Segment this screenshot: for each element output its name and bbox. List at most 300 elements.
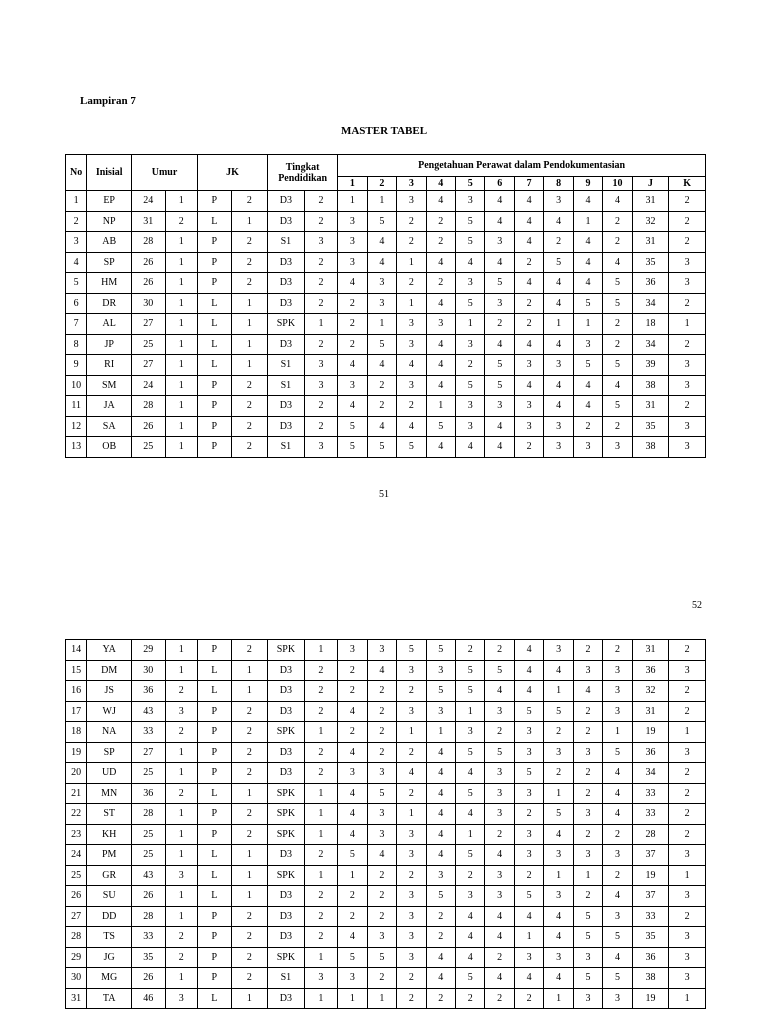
table-cell: 3 xyxy=(603,701,632,722)
table-cell: S1 xyxy=(268,968,305,989)
table-cell: D3 xyxy=(268,845,305,866)
table-cell: 2 xyxy=(165,722,198,743)
table-cell: 2 xyxy=(397,865,426,886)
header-item-11: J xyxy=(632,177,669,191)
table-cell: 3 xyxy=(397,845,426,866)
table-cell: 11 xyxy=(66,396,87,417)
table-cell: 4 xyxy=(603,763,632,784)
table-cell: 1 xyxy=(231,845,268,866)
table-cell: 4 xyxy=(338,273,367,294)
table-row xyxy=(66,865,706,886)
table-cell: 2 xyxy=(426,906,455,927)
table-cell: 36 xyxy=(632,947,669,968)
table-cell: L xyxy=(198,211,232,232)
table-cell: 3 xyxy=(544,437,573,458)
table-cell: D3 xyxy=(268,988,305,1009)
table-cell: 1 xyxy=(304,722,338,743)
table-cell: 4 xyxy=(426,355,455,376)
table-cell: L xyxy=(198,355,232,376)
table-cell: 16 xyxy=(66,681,87,702)
table-cell: 1 xyxy=(165,232,198,253)
table-cell: 3 xyxy=(485,886,514,907)
table-cell: 5 xyxy=(544,252,573,273)
table-cell: P xyxy=(198,273,232,294)
table-cell: 2 xyxy=(231,191,268,212)
table-cell: SPK xyxy=(268,783,305,804)
table-cell: 2 xyxy=(514,293,543,314)
table-cell: 3 xyxy=(397,701,426,722)
table-cell: 2 xyxy=(304,701,338,722)
table-cell: 4 xyxy=(338,804,367,825)
table-cell: 2 xyxy=(573,722,602,743)
table-cell: 1 xyxy=(165,396,198,417)
table-cell: UD xyxy=(87,763,132,784)
table-cell: 2 xyxy=(304,742,338,763)
table-cell: TS xyxy=(87,927,132,948)
table-cell: 2 xyxy=(514,252,543,273)
table-cell: HM xyxy=(87,273,132,294)
table-cell: 3 xyxy=(669,947,706,968)
table-cell: 5 xyxy=(603,742,632,763)
table-cell: 2 xyxy=(165,681,198,702)
table-cell: 31 xyxy=(632,191,669,212)
table-cell: 1 xyxy=(165,375,198,396)
table-cell: 2 xyxy=(514,988,543,1009)
table-cell: 4 xyxy=(603,804,632,825)
table-cell: 25 xyxy=(132,824,166,845)
table-cell: 4 xyxy=(603,783,632,804)
table-cell: 1 xyxy=(231,660,268,681)
table-cell: SPK xyxy=(268,640,305,661)
table-cell: 4 xyxy=(573,375,602,396)
table-cell: 6 xyxy=(66,293,87,314)
table-cell: 4 xyxy=(485,845,514,866)
table-cell: 4 xyxy=(426,252,455,273)
table-row xyxy=(66,232,706,253)
table-cell: P xyxy=(198,824,232,845)
header-item-8: 8 xyxy=(544,177,573,191)
table-cell: 2 xyxy=(514,437,543,458)
table-cell: 29 xyxy=(66,947,87,968)
table-cell: 4 xyxy=(514,211,543,232)
table-cell: 2 xyxy=(231,927,268,948)
table-cell: 1 xyxy=(456,314,485,335)
table-cell: 3 xyxy=(514,845,543,866)
table-cell: 3 xyxy=(573,742,602,763)
table-cell: 3 xyxy=(514,416,543,437)
table-cell: 3 xyxy=(304,355,338,376)
table-cell: 2 xyxy=(338,334,367,355)
table-cell: 3 xyxy=(397,947,426,968)
table-cell: 7 xyxy=(66,314,87,335)
table-cell: 34 xyxy=(632,334,669,355)
table-cell: 3 xyxy=(397,886,426,907)
table-cell: 2 xyxy=(165,211,198,232)
table-cell: 34 xyxy=(632,293,669,314)
table-cell: S1 xyxy=(268,375,305,396)
table-cell: 27 xyxy=(132,355,166,376)
table-cell: 2 xyxy=(573,886,602,907)
table-cell: 3 xyxy=(338,375,367,396)
table-cell: 1 xyxy=(669,314,706,335)
table-cell: 1 xyxy=(165,416,198,437)
table-cell: 1 xyxy=(165,886,198,907)
table-row xyxy=(66,314,706,335)
table-row xyxy=(66,293,706,314)
table-cell: 5 xyxy=(456,681,485,702)
table-cell: 4 xyxy=(544,927,573,948)
header-tingkat-pendidikan xyxy=(268,155,338,191)
table-cell: YA xyxy=(87,640,132,661)
table-cell: 2 xyxy=(485,988,514,1009)
table-cell: 4 xyxy=(573,232,602,253)
table-cell: 1 xyxy=(165,660,198,681)
table-row xyxy=(66,886,706,907)
table-cell: 3 xyxy=(367,763,396,784)
table-cell: 2 xyxy=(426,232,455,253)
table-cell: 4 xyxy=(367,416,396,437)
table-cell: 4 xyxy=(544,968,573,989)
table-cell: 2 xyxy=(669,763,706,784)
table-cell: P xyxy=(198,906,232,927)
table-cell: 2 xyxy=(231,968,268,989)
table-cell: 3 xyxy=(544,742,573,763)
table-cell: 2 xyxy=(485,947,514,968)
table-cell: 2 xyxy=(669,783,706,804)
table-cell: 4 xyxy=(485,437,514,458)
table-cell: 3 xyxy=(669,742,706,763)
table-cell: 5 xyxy=(514,886,543,907)
table-cell: 2 xyxy=(603,416,632,437)
table-cell: 24 xyxy=(132,191,166,212)
table-cell: DM xyxy=(87,660,132,681)
table-cell: 3 xyxy=(603,845,632,866)
table-cell: 4 xyxy=(426,742,455,763)
table-cell: 2 xyxy=(367,886,396,907)
table-cell: 10 xyxy=(66,375,87,396)
table-cell: P xyxy=(198,947,232,968)
table-cell: 2 xyxy=(304,927,338,948)
table-cell: 5 xyxy=(456,660,485,681)
table-cell: 2 xyxy=(397,396,426,417)
header-item-3: 3 xyxy=(397,177,426,191)
table-cell: 2 xyxy=(544,763,573,784)
table-cell: 2 xyxy=(231,375,268,396)
table-cell: 1 xyxy=(544,681,573,702)
table-cell: DD xyxy=(87,906,132,927)
table-cell: 4 xyxy=(514,681,543,702)
table-cell: 1 xyxy=(304,988,338,1009)
table-cell: 2 xyxy=(669,232,706,253)
table-cell: 4 xyxy=(485,211,514,232)
table-cell: 2 xyxy=(304,293,338,314)
table-cell: 4 xyxy=(367,845,396,866)
table-cell: P xyxy=(198,232,232,253)
table-cell: 1 xyxy=(367,314,396,335)
appendix-label: Lampiran 7 xyxy=(80,95,136,107)
table-cell: 2 xyxy=(426,988,455,1009)
header-item-10: 10 xyxy=(603,177,632,191)
table-cell: 32 xyxy=(632,211,669,232)
table-cell: SU xyxy=(87,886,132,907)
table-cell: L xyxy=(198,334,232,355)
table-cell: 4 xyxy=(426,804,455,825)
table-cell: 3 xyxy=(544,947,573,968)
table-cell: 5 xyxy=(426,640,455,661)
table-cell: SP xyxy=(87,742,132,763)
table-cell: 2 xyxy=(338,293,367,314)
table-cell: 2 xyxy=(231,273,268,294)
table-cell: 3 xyxy=(426,865,455,886)
table-cell: 3 xyxy=(485,763,514,784)
table-cell: 4 xyxy=(544,293,573,314)
table-cell: 1 xyxy=(514,927,543,948)
table-cell: TA xyxy=(87,988,132,1009)
table-cell: 2 xyxy=(573,783,602,804)
table-cell: 5 xyxy=(456,293,485,314)
table-cell: 36 xyxy=(632,273,669,294)
table-cell: P xyxy=(198,742,232,763)
table-cell: 25 xyxy=(66,865,87,886)
table-cell: 2 xyxy=(231,824,268,845)
table-row xyxy=(66,191,706,212)
table-cell: 4 xyxy=(426,968,455,989)
table-cell: 4 xyxy=(514,232,543,253)
table-cell: 1 xyxy=(669,988,706,1009)
table-cell: 3 xyxy=(603,988,632,1009)
table-cell: 5 xyxy=(338,947,367,968)
table-cell: 3 xyxy=(485,396,514,417)
table-row xyxy=(66,722,706,743)
table-cell: 3 xyxy=(485,865,514,886)
table-cell: 3 xyxy=(669,968,706,989)
table-cell: 2 xyxy=(669,191,706,212)
table-cell: 3 xyxy=(544,886,573,907)
table-cell: P xyxy=(198,763,232,784)
table-cell: MG xyxy=(87,968,132,989)
table-cell: 5 xyxy=(485,660,514,681)
table-cell: 2 xyxy=(485,824,514,845)
table-cell: 33 xyxy=(632,783,669,804)
table-cell: 4 xyxy=(397,355,426,376)
table-cell: 2 xyxy=(456,640,485,661)
table-cell: S1 xyxy=(268,232,305,253)
table-cell: 1 xyxy=(669,865,706,886)
table-cell: 1 xyxy=(573,865,602,886)
table-cell: P xyxy=(198,437,232,458)
header-item-12: K xyxy=(669,177,706,191)
table-cell: 27 xyxy=(132,742,166,763)
table-cell: 1 xyxy=(165,191,198,212)
table-cell: 4 xyxy=(573,396,602,417)
table-cell: 14 xyxy=(66,640,87,661)
table-cell: 2 xyxy=(573,416,602,437)
header-item-6: 6 xyxy=(485,177,514,191)
table-cell: 4 xyxy=(544,211,573,232)
table-cell: 5 xyxy=(426,416,455,437)
table-cell: 3 xyxy=(669,927,706,948)
table-cell: 3 xyxy=(456,886,485,907)
table-cell: ST xyxy=(87,804,132,825)
table-cell: 4 xyxy=(426,334,455,355)
table-row xyxy=(66,273,706,294)
table-cell: 4 xyxy=(66,252,87,273)
table-cell: 43 xyxy=(132,865,166,886)
table-cell: 3 xyxy=(603,906,632,927)
table-cell: 26 xyxy=(132,252,166,273)
table-cell: 2 xyxy=(231,701,268,722)
table-cell: 3 xyxy=(397,660,426,681)
table-cell: 3 xyxy=(456,191,485,212)
table-cell: 1 xyxy=(397,804,426,825)
table-cell: 3 xyxy=(514,355,543,376)
table-cell: 1 xyxy=(367,988,396,1009)
table-cell: RI xyxy=(87,355,132,376)
header-item-7: 7 xyxy=(514,177,543,191)
table-cell: 1 xyxy=(304,640,338,661)
table-cell: 5 xyxy=(544,701,573,722)
table-cell: 3 xyxy=(573,437,602,458)
table-cell: 1 xyxy=(231,865,268,886)
table-cell: 1 xyxy=(66,191,87,212)
table-cell: 4 xyxy=(485,968,514,989)
table-cell: 3 xyxy=(456,396,485,417)
table-cell: P xyxy=(198,252,232,273)
table-cell: 4 xyxy=(603,947,632,968)
table-cell: 2 xyxy=(603,211,632,232)
table-cell: 5 xyxy=(573,355,602,376)
table-cell: 2 xyxy=(338,660,367,681)
table-cell: 19 xyxy=(66,742,87,763)
table-cell: 2 xyxy=(603,865,632,886)
table-cell: 2 xyxy=(485,640,514,661)
table-cell: 5 xyxy=(397,437,426,458)
table-cell: 4 xyxy=(456,927,485,948)
table-cell: 31 xyxy=(632,396,669,417)
table-cell: 26 xyxy=(66,886,87,907)
table-cell: MN xyxy=(87,783,132,804)
table-cell: 2 xyxy=(338,906,367,927)
table-cell: 1 xyxy=(165,968,198,989)
table-cell: 3 xyxy=(66,232,87,253)
table-cell: SPK xyxy=(268,947,305,968)
table-cell: 2 xyxy=(669,640,706,661)
table-cell: D3 xyxy=(268,763,305,784)
table-cell: 33 xyxy=(132,722,166,743)
table-cell: AL xyxy=(87,314,132,335)
table-cell: 1 xyxy=(165,355,198,376)
table-row xyxy=(66,906,706,927)
table-cell: 2 xyxy=(669,824,706,845)
table-cell: 31 xyxy=(632,701,669,722)
table-cell: 3 xyxy=(165,988,198,1009)
table-cell: OB xyxy=(87,437,132,458)
header-umur: Umur xyxy=(132,155,198,191)
table-cell: 1 xyxy=(231,355,268,376)
table-cell: 13 xyxy=(66,437,87,458)
table-cell: 4 xyxy=(367,252,396,273)
table-cell: 2 xyxy=(304,396,338,417)
table-cell: 3 xyxy=(514,396,543,417)
table-cell: 1 xyxy=(397,722,426,743)
table-cell: 4 xyxy=(456,906,485,927)
table-cell: 5 xyxy=(485,355,514,376)
table-cell: D3 xyxy=(268,660,305,681)
table-cell: 2 xyxy=(231,396,268,417)
table-cell: 5 xyxy=(544,804,573,825)
table-cell: 1 xyxy=(544,865,573,886)
table-cell: 4 xyxy=(426,763,455,784)
table-cell: 5 xyxy=(603,355,632,376)
table-cell: 28 xyxy=(132,804,166,825)
table-cell: 4 xyxy=(338,396,367,417)
table-cell: 3 xyxy=(514,783,543,804)
table-row xyxy=(66,252,706,273)
table-cell: SPK xyxy=(268,722,305,743)
table-cell: L xyxy=(198,660,232,681)
table-cell: 2 xyxy=(367,865,396,886)
table-cell: 4 xyxy=(397,416,426,437)
table-cell: 1 xyxy=(603,722,632,743)
table-cell: 1 xyxy=(367,191,396,212)
table-cell: 19 xyxy=(632,865,669,886)
table-cell: 18 xyxy=(632,314,669,335)
table-cell: WJ xyxy=(87,701,132,722)
table-cell: 26 xyxy=(132,273,166,294)
table-cell: 24 xyxy=(66,845,87,866)
header-no: No xyxy=(66,155,87,191)
table-cell: 4 xyxy=(485,927,514,948)
table-row xyxy=(66,355,706,376)
table-cell: 3 xyxy=(456,273,485,294)
table-cell: D3 xyxy=(268,396,305,417)
table-cell: L xyxy=(198,988,232,1009)
table-cell: 1 xyxy=(338,865,367,886)
table-cell: 1 xyxy=(304,824,338,845)
table-cell: JP xyxy=(87,334,132,355)
table-cell: 2 xyxy=(304,273,338,294)
table-cell: 2 xyxy=(603,334,632,355)
table-cell: D3 xyxy=(268,191,305,212)
table-cell: 36 xyxy=(632,742,669,763)
table-cell: 1 xyxy=(456,824,485,845)
table-cell: 2 xyxy=(367,722,396,743)
table-cell: 4 xyxy=(338,927,367,948)
table-cell: 25 xyxy=(132,845,166,866)
table-row xyxy=(66,375,706,396)
table-cell: 4 xyxy=(367,355,396,376)
table-cell: 28 xyxy=(132,906,166,927)
table-cell: 2 xyxy=(165,927,198,948)
table-cell: 24 xyxy=(132,375,166,396)
table-cell: 2 xyxy=(231,437,268,458)
table-cell: 4 xyxy=(573,273,602,294)
table-cell: L xyxy=(198,845,232,866)
table-cell: 2 xyxy=(165,947,198,968)
table-body-part-2 xyxy=(66,640,706,1009)
table-cell: 2 xyxy=(485,314,514,335)
table-cell: 2 xyxy=(397,211,426,232)
page-number-51: 51 xyxy=(379,489,389,500)
table-cell: 2 xyxy=(669,681,706,702)
table-cell: 5 xyxy=(367,947,396,968)
table-cell: 1 xyxy=(231,783,268,804)
table-cell: 3 xyxy=(338,640,367,661)
table-cell: 1 xyxy=(544,783,573,804)
table-cell: 3 xyxy=(573,988,602,1009)
table-cell: 3 xyxy=(397,334,426,355)
table-cell: 4 xyxy=(485,416,514,437)
